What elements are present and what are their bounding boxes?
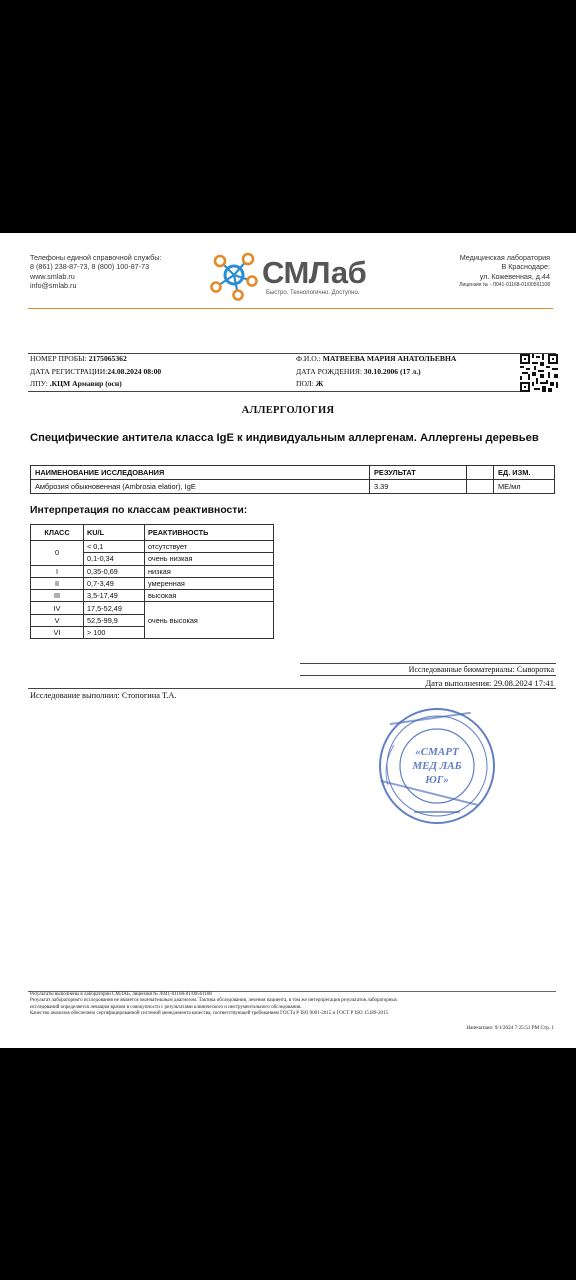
divider [28,391,556,392]
test-result: 3.39 [370,480,467,494]
patient-name: МАТВЕЕВА МАРИЯ АНАТОЛЬЕВНА [322,354,457,363]
contact-info [30,253,161,291]
lpu-label: ЛПУ: [30,379,48,388]
sample-label: НОМЕР ПРОБЫ: [30,354,87,363]
header-name: НАИМЕНОВАНИЕ ИССЛЕДОВАНИЯ [31,466,370,480]
divider [300,675,556,676]
lab-stamp-icon [374,703,500,829]
lpu-value: .КЦМ Армавир (осн) [49,379,122,388]
header-class: КЛАСС [31,525,84,541]
name-label: Ф.И.О.: [296,354,321,363]
header-result: РЕЗУЛЬТАТ [370,466,467,480]
kul-cell: 52,5-99,9 [84,614,145,626]
test-flag [467,480,494,494]
table-row [31,577,274,589]
address-line: Медицинская лаборатория [459,253,550,262]
address-line: ул. Кожевенная, д.44 [479,271,550,281]
reg-date: 24.08.2024 08:00 [107,366,162,376]
logo-text: СМЛаб [262,255,367,290]
svg-text:МЕД ЛАБ: МЕД ЛАБ [412,760,462,772]
performed-by: Исследование выполнил: Стопогина Т.А. [30,691,177,700]
footer-line: Результаты выполнены в лаборатории СМЛАБ, лицензия № Л041-01168-01/00561108 [30,992,212,997]
table-row [31,480,555,494]
contact-line: 8 (861) 238-87-73, 8 (800) 100-87-73 [30,262,150,272]
sex-label: ПОЛ: [296,379,314,388]
biomaterial: Исследованные биоматериалы: Сыворотка [408,665,554,674]
divider [300,663,556,664]
interpretation-title: Интерпретация по классам реактивности: [30,505,248,516]
reactivity-cell: высокая [145,590,274,602]
divider [28,688,556,689]
contact-line: Телефоны единой справочной службы: [30,253,162,262]
patient-sex: Ж [315,379,324,388]
reactivity-cell: умеренная [145,577,274,589]
test-group-title: Специфические антитела класса IgE к индивидуальным аллергенам. Аллергены деревьев [30,432,539,444]
logo-slogan: Быстро. Технологично. Доступно. [266,290,360,296]
header-divider [28,308,553,309]
kul-cell: 17,5-52,49 [84,602,145,614]
kul-cell: 0,35-0,69 [84,565,145,577]
header-unit: ЕД. ИЗМ. [494,466,555,480]
interpretation-table [30,524,274,639]
footer-line: исследований определяется лечащим врачом в совокупности с результатами клинического и инструментального обследования. [30,1004,302,1010]
table-row [31,602,274,614]
sample-info [30,353,161,391]
footer-line: Качество анализов обеспечено сертифицированной системой менеджмента качества, соответствующей требованиям ГОСТа Р ISO 9001-2015 и ГОСТ Р ISO 15189-2015 [30,1011,389,1017]
class-cell: V [31,614,84,626]
reactivity-cell: очень высокая [145,602,274,639]
lab-address [459,253,550,291]
kul-cell: 0,1-0,34 [84,553,145,565]
document-page [0,233,576,1048]
contact-email[interactable]: info@smlab.ru [30,281,77,291]
test-unit: МЕ/мл [494,480,555,494]
sample-number: 2175065362 [88,354,127,363]
address-line: В Краснодаре: [501,262,550,272]
table-row [31,590,274,602]
patient-info [296,353,456,391]
kul-cell: 3,5-17,49 [84,590,145,602]
license-line: Лицензия № - Л041-01168-01/00561108 [459,282,550,289]
header-flag [467,466,494,480]
header-reactivity: РЕАКТИВНОСТЬ [145,525,274,541]
footer-notes [30,992,397,1018]
qr-code-icon [520,354,558,392]
table-row [31,565,274,577]
reactivity-cell: очень низкая [145,553,274,565]
reactivity-cell: низкая [145,565,274,577]
reactivity-cell: отсутствует [145,541,274,553]
kul-cell: 0,7-3,49 [84,577,145,589]
section-title: АЛЛЕРГОЛОГИЯ [241,405,335,416]
table-header-row [31,525,274,541]
reg-label: ДАТА РЕГИСТРАЦИИ: [30,366,108,376]
kul-cell: > 100 [84,627,145,639]
svg-text:ЮГ»: ЮГ» [425,774,449,786]
printed-date: Напечатано: 9/1/2024 7:25:51 PM Стр. 1 [466,1025,554,1031]
footer-line: Результат лабораторного исследования не является окончательным диагнозом. Тактика обследования, лечения пациента, в том же интерпретация результатов лабораторных [30,998,398,1004]
class-cell: II [31,577,84,589]
kul-cell: < 0,1 [84,541,145,553]
class-cell: 0 [31,541,84,566]
test-name: Амброзия обыкновенная (Ambrosia elatior), IgE [31,480,370,494]
svg-text:«СМАРТ: «СМАРТ [415,746,459,758]
results-table [30,465,555,494]
class-cell: VI [31,627,84,639]
contact-link[interactable]: www.smlab.ru [30,271,75,281]
done-date: Дата выполнения: 29.08.2024 17:41 [425,678,554,688]
class-cell: IV [31,602,84,614]
header-kul: KU/L [84,525,145,541]
table-header-row [31,466,555,480]
class-cell: I [31,565,84,577]
table-row [31,541,274,553]
class-cell: III [31,590,84,602]
patient-dob: 30.10.2006 (17 л.) [363,366,421,376]
dob-label: ДАТА РОЖДЕНИЯ: [296,366,363,376]
